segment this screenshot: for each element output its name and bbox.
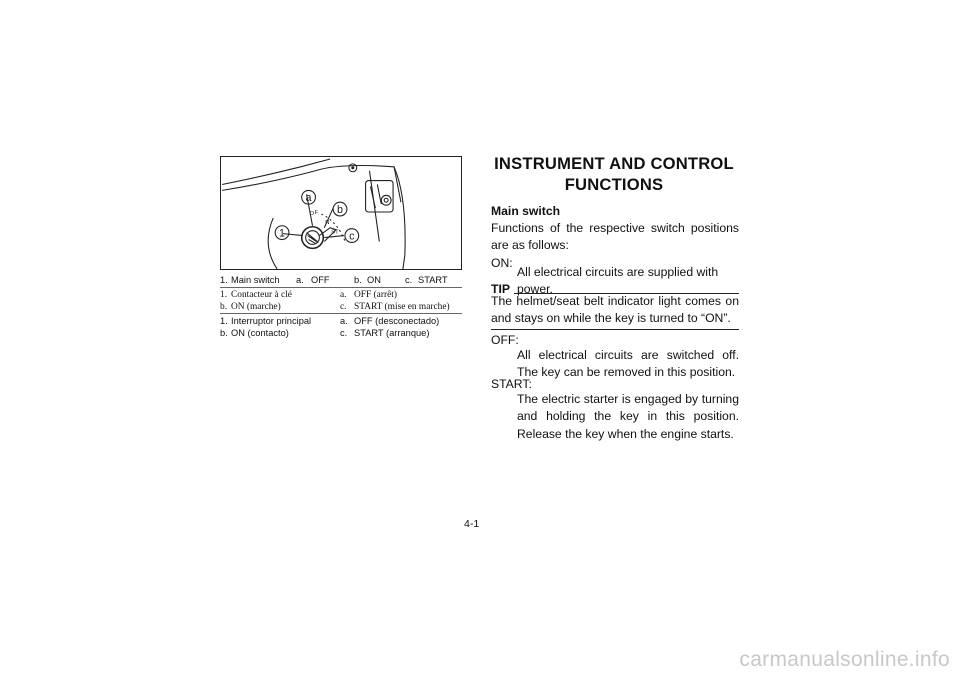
tip-label: TIP <box>491 282 510 296</box>
caption-es-num2: b. <box>220 328 228 338</box>
section-heading-line1: INSTRUMENT AND CONTROL <box>494 154 734 173</box>
caption-en-main-switch: Main switch <box>231 275 280 285</box>
callout-b: b <box>337 204 344 216</box>
caption-es <box>220 315 462 341</box>
main-switch-illustration <box>221 157 461 269</box>
subheading-main-switch: Main switch <box>491 204 561 218</box>
off-label: OFF: <box>491 333 519 347</box>
caption-fr-num2: b. <box>220 302 228 312</box>
callout-1: 1 <box>279 227 286 240</box>
caption-fr-value2: START (mise en marche) <box>354 302 450 312</box>
caption-es-letter2: c. <box>340 328 348 338</box>
section-heading-line2: FUNCTIONS <box>564 175 664 194</box>
section-heading <box>486 153 742 195</box>
start-description: The electric starter is engaged by turning and holding the key in this position. Release the key when the engine starts. <box>517 392 739 441</box>
caption-en <box>220 274 448 286</box>
caption-fr-letter1: a. <box>340 290 347 300</box>
off-description: All electrical circuits are switched off. The key can be removed in this position. <box>517 348 739 380</box>
caption-en-on: ON <box>367 275 381 285</box>
tip-bottom-rule <box>491 329 739 330</box>
main-switch-figure <box>220 156 462 270</box>
caption-fr-letter2: c. <box>340 302 347 312</box>
caption-en-num1: 1. <box>220 275 228 285</box>
page-number: 4-1 <box>464 518 480 530</box>
caption-es-text2: ON (contacto) <box>231 328 289 338</box>
caption-es-value1: OFF (desconectado) <box>354 316 440 326</box>
caption-fr-value1: OFF (arrêt) <box>354 290 397 300</box>
caption-en-start: START <box>418 275 448 285</box>
caption-es-num1: 1. <box>220 316 228 326</box>
callout-a: a <box>305 192 312 205</box>
caption-divider <box>220 313 462 314</box>
caption-fr <box>220 289 462 315</box>
start-label: START: <box>491 377 532 391</box>
caption-es-text1: Interruptor principal <box>231 316 312 326</box>
caption-en-c: c. <box>405 275 413 285</box>
caption-es-letter1: a. <box>340 316 348 326</box>
svg-text:O: O <box>309 210 315 217</box>
intro-paragraph: Functions of the respective switch positions are as follows: <box>491 221 739 253</box>
caption-fr-text1: Contacteur à clé <box>231 290 292 300</box>
caption-en-off: OFF <box>311 275 330 285</box>
watermark: carmanualsonline.info <box>739 648 950 671</box>
svg-text:ST: ST <box>331 229 339 236</box>
svg-text:F: F <box>314 209 319 216</box>
caption-en-a: a. <box>296 275 304 285</box>
caption-fr-text2: ON (marche) <box>231 302 281 312</box>
on-label: ON: <box>491 256 513 270</box>
caption-divider <box>220 287 462 288</box>
on-description: All electrical circuits are supplied with power. <box>517 265 719 297</box>
caption-fr-num1: 1. <box>220 290 228 300</box>
tip-text: The helmet/seat belt indicator light comes on and stays on while the key is turned to “ON”. <box>491 294 739 326</box>
callout-c: c <box>349 230 355 243</box>
svg-text:N: N <box>325 219 330 226</box>
caption-es-value2: START (arranque) <box>354 328 430 338</box>
caption-en-b: b. <box>354 275 362 285</box>
